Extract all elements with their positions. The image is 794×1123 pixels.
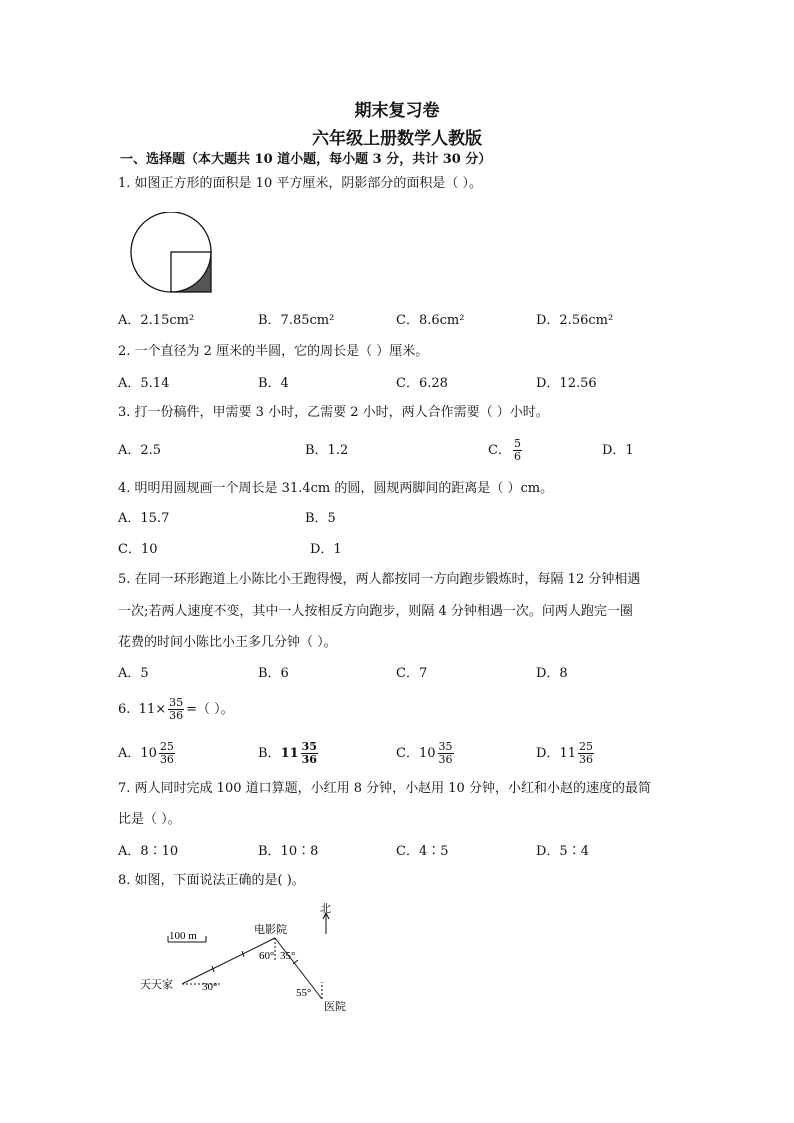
q4-option-a: A．15.7 bbox=[118, 511, 170, 526]
angle-60-label: 60° bbox=[259, 950, 275, 962]
q7-option-b: B．10∶8 bbox=[258, 844, 319, 859]
q7-option-a: A．8∶10 bbox=[118, 844, 179, 859]
section-heading: 一、选择题（本大题共 10 道小题，每小题 3 分，共计 30 分） bbox=[120, 152, 492, 167]
page-subtitle: 六年级上册数学人教版 bbox=[312, 129, 482, 149]
mixed-whole: 10 bbox=[418, 746, 436, 761]
fraction-denominator: 36 bbox=[169, 709, 184, 722]
q6-option-d bbox=[536, 737, 596, 771]
fraction-numerator: 25 bbox=[159, 740, 174, 753]
fraction bbox=[578, 741, 594, 766]
scale-label: 100 m bbox=[169, 930, 197, 942]
q1-option-a: A．2.15cm² bbox=[118, 313, 195, 328]
angle-30-label: 30° bbox=[202, 981, 218, 993]
mixed-whole: 11 bbox=[559, 746, 576, 761]
expression-lhs: 11× bbox=[138, 702, 167, 717]
fraction bbox=[168, 697, 184, 722]
q6-option-b bbox=[258, 737, 320, 771]
q3-option-b: B．1.2 bbox=[305, 443, 349, 458]
option-label: A． bbox=[118, 746, 141, 761]
fraction-numerator: 5 bbox=[513, 437, 521, 450]
q2-option-d: D．12.56 bbox=[536, 376, 597, 391]
question-8-stem: 8. 如图，下面说法正确的是( )。 bbox=[118, 873, 305, 888]
question-5-line-1: 5. 在同一环形跑道上小陈比小王跑得慢，两人都按同一方向跑步锻炼时，每隔 12 分钟相遇 bbox=[118, 572, 641, 587]
cinema-label: 电影院 bbox=[254, 924, 287, 936]
q2-option-c: C．6.28 bbox=[396, 376, 448, 391]
fraction bbox=[513, 438, 522, 463]
q4-option-b: B．5 bbox=[305, 511, 336, 526]
q2-option-b: B．4 bbox=[258, 376, 289, 391]
question-7-line-1: 7. 两人同时完成 100 道口算题，小红用 8 分钟，小赵用 10 分钟，小红和小赵的速度的最简 bbox=[118, 781, 651, 796]
question-6-stem bbox=[118, 693, 234, 727]
fraction-numerator: 35 bbox=[301, 740, 317, 753]
q6-option-c bbox=[396, 737, 456, 771]
q3-option-c bbox=[488, 434, 524, 468]
q5-option-c: C．7 bbox=[396, 666, 428, 681]
direction-map-figure bbox=[130, 898, 370, 1023]
fraction-numerator: 35 bbox=[438, 740, 453, 753]
mixed-whole: 10 bbox=[140, 746, 157, 761]
q4-option-d: D．1 bbox=[310, 542, 342, 557]
fraction bbox=[438, 741, 454, 766]
q5-option-d: D．8 bbox=[536, 666, 568, 681]
fraction bbox=[159, 741, 175, 766]
q3-option-d: D．1 bbox=[602, 443, 634, 458]
q1-option-c: C．8.6cm² bbox=[396, 313, 465, 328]
north-label: 北 bbox=[320, 903, 331, 915]
question-2-stem: 2. 一个直径为 2 厘米的半圆，它的周长是（ ）厘米。 bbox=[118, 344, 429, 359]
q3-option-c-label: C． bbox=[488, 443, 511, 458]
question-3-stem: 3. 打一份稿件，甲需要 3 小时，乙需要 2 小时，两人合作需要（ ）小时。 bbox=[118, 405, 549, 420]
fraction-denominator: 36 bbox=[438, 753, 453, 766]
home-label: 天天家 bbox=[140, 979, 173, 991]
question-1-stem: 1. 如图正方形的面积是 10 平方厘米，阴影部分的面积是（ ）。 bbox=[118, 176, 482, 191]
hospital-label: 医院 bbox=[324, 1001, 346, 1013]
option-label: C． bbox=[396, 746, 419, 761]
option-label: B． bbox=[258, 746, 281, 761]
question-7-line-2: 比是（ ）。 bbox=[118, 812, 181, 827]
fraction-denominator: 36 bbox=[301, 753, 317, 766]
fraction-denominator: 6 bbox=[513, 450, 521, 463]
option-label: D． bbox=[536, 746, 560, 761]
question-4-stem: 4. 明明用圆规画一个周长是 31.4cm 的圆，圆规两脚间的距离是（ ）cm。 bbox=[118, 481, 554, 496]
fraction bbox=[301, 741, 318, 766]
expression-rhs: =（ ）。 bbox=[186, 702, 234, 717]
question-5-line-2: 一次;若两人速度不变，其中一人按相反方向跑步，则隔 4 分钟相遇一次。问两人跑完一圈 bbox=[118, 604, 633, 619]
angle-55-label: 55° bbox=[296, 987, 312, 999]
q5-option-b: B．6 bbox=[258, 666, 289, 681]
q5-option-a: A．5 bbox=[118, 666, 149, 681]
circle-square-figure bbox=[126, 212, 216, 302]
fraction-numerator: 25 bbox=[578, 740, 593, 753]
q2-option-a: A．5.14 bbox=[118, 376, 170, 391]
q4-option-c: C．10 bbox=[118, 542, 158, 557]
q7-option-c: C．4∶5 bbox=[396, 844, 449, 859]
angle-35-label: 35° bbox=[280, 950, 296, 962]
fraction-denominator: 36 bbox=[159, 753, 174, 766]
q6-option-a bbox=[118, 737, 177, 771]
q1-option-d: D．2.56cm² bbox=[536, 313, 614, 328]
fraction-denominator: 36 bbox=[578, 753, 593, 766]
q1-option-b: B．7.85cm² bbox=[258, 313, 335, 328]
page-title: 期末复习卷 bbox=[354, 101, 440, 121]
q7-option-d: D．5∶4 bbox=[536, 844, 589, 859]
mixed-whole: 11 bbox=[280, 746, 299, 761]
q3-option-a: A．2.5 bbox=[118, 443, 162, 458]
question-5-line-3: 花费的时间小陈比小王多几分钟（ ）。 bbox=[118, 635, 337, 650]
fraction-numerator: 35 bbox=[169, 696, 184, 709]
question-number: 6. bbox=[118, 702, 131, 717]
